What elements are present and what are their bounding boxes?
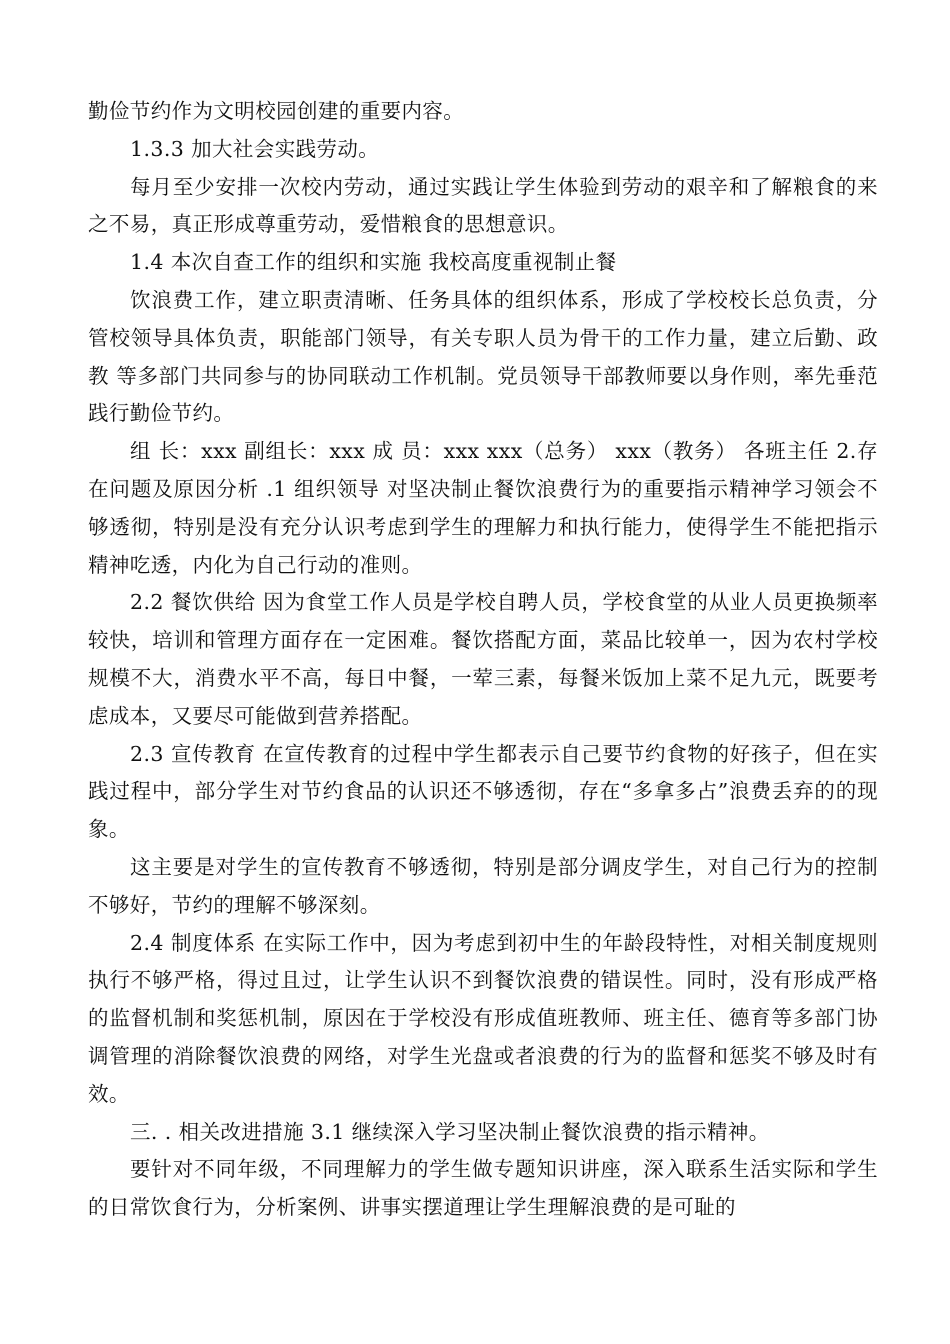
document-page (88, 93, 878, 1227)
paragraph-3: 每月至少安排一次校内劳动，通过实践让学生体验到劳动的艰辛和了解粮食的来之不易，真正形成尊重劳动，爱惜粮食的思想意识。 (88, 174, 878, 237)
paragraph-8-section-2-3: 2.3 宣传教育 在宣传教育的过程中学生都表示自己要节约食物的好孩子，但在实践过程中，部分学生对节约食品的认识还不够透彻，存在“多拿多占”浪费丢弃的的现象。 (88, 741, 878, 842)
paragraph-7-section-2-2: 2.2 餐饮供给 因为食堂工作人员是学校自聘人员，学校食堂的从业人员更换频率较快，培训和管理方面存在一定困难。餐饮搭配方面，菜品比较单一，因为农村学校规模不大，消费水平不高，每日中餐，一荤三素，每餐米饭加上菜不足九元，既要考虑成本，又要尽可能做到营养搭配。 (88, 590, 878, 728)
paragraph-5: 饮浪费工作，建立职责清晰、任务具体的组织体系，形成了学校校长总负责，分管校领导具体负责，职能部门领导，有关专职人员为骨干的工作力量，建立后勤、政教 等多部门共同参与的协同联动工作机制。党员领导干部教师要以身作则，率先垂范践行勤俭节约。 (88, 287, 878, 426)
paragraph-10-section-2-4: 2.4 制度体系 在实际工作中，因为考虑到初中生的年龄段特性，对相关制度规则执行不够严格，得过且过，让学生认识不到餐饮浪费的错误性。同时，没有形成严格的监督机制和奖惩机制，原因在于学校没有形成值班教师、班主任、德育等多部门协调管理的消除餐饮浪费的网络，对学生光盘或者浪费的行为的监督和惩奖不够及时有效。 (88, 930, 878, 1106)
paragraph-12: 要针对不同年级，不同理解力的学生做专题知识讲座，深入联系生活实际和学生 的日常饮食行为，分析案例、讲事实摆道理让学生理解浪费的是可耻的 (88, 1157, 878, 1220)
paragraph-11-section-3: 三. . 相关改进措施 3.1 继续深入学习坚决制止餐饮浪费的指示精神。 (130, 1119, 770, 1144)
paragraph-4-heading-1-4: 1.4 本次自查工作的组织和实施 我校高度重视制止餐 (130, 250, 617, 275)
paragraph-1: 勤俭节约作为文明校园创建的重要内容。 (88, 99, 465, 123)
paragraph-9: 这主要是对学生的宣传教育不够透彻，特别是部分调皮学生，对自己行为的控制不够好，节约的理解不够深刻。 (88, 854, 878, 917)
paragraph-2-heading-1-3-3: 1.3.3 加大社会实践劳动。 (130, 136, 380, 161)
paragraph-6-team-members: 组 长：xxx 副组长：xxx 成 员：xxx xxx（总务） xxx（教务） 各班主任 2.存在问题及原因分析 .1 组织领导 对坚决制止餐饮浪费行为的重要指示精神学习领会不够透彻，特别是没有充分认识考虑到学生的理解力和执行能力，使得学生不能把指示精神吃透，内化为自己行动的准则。 (88, 439, 878, 577)
